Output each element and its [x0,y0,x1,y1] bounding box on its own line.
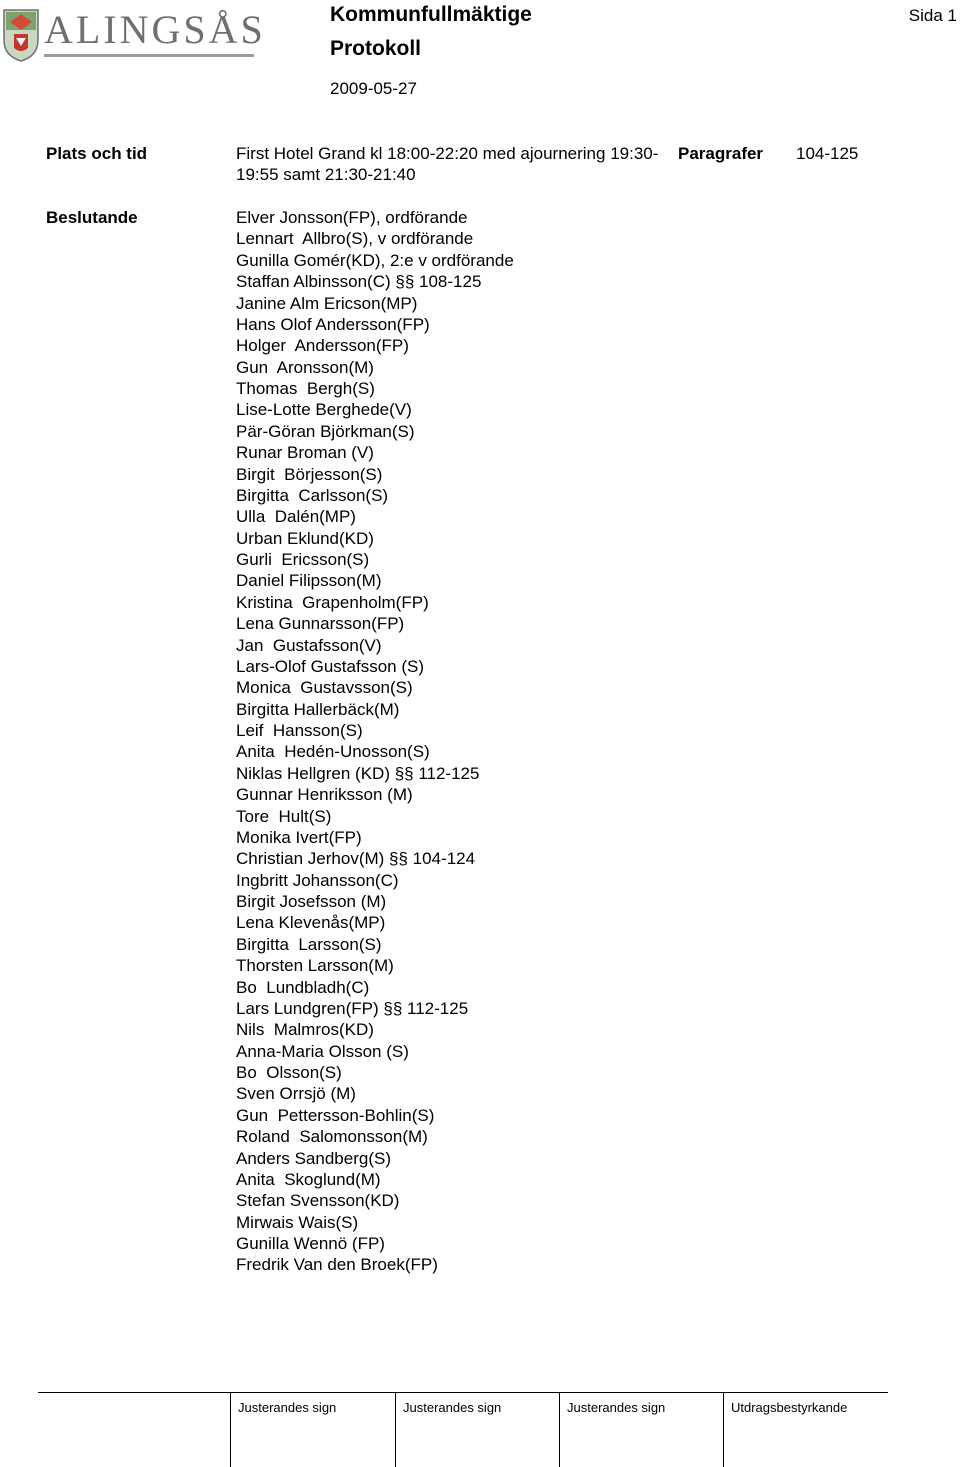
attendee-item: Gunilla Wennö (FP) [236,1234,385,1253]
attendee-item: Stefan Svensson(KD) [236,1191,400,1211]
attendee-item: Janine Alm Ericson(MP) [236,293,418,313]
attendee-item: Nils Malmros(KD) [236,1020,374,1040]
attendee-item: Niklas Hellgren (KD) §§ 112-125 [236,763,480,783]
attendee-item: Holger Andersson(FP) [236,336,409,356]
plats-label: Plats och tid [46,144,148,163]
attendee-item: Thomas Bergh(S) [236,379,375,398]
paragrafer-value: 104-125 [796,144,859,163]
signature-cell-2: Justerandes sign [403,1400,502,1415]
signature-cell-3: Justerandes sign [567,1400,666,1415]
attendee-item: Elver Jonsson(FP), ordförande [236,208,468,227]
attendee-item: Lise-Lotte Berghede(V) [236,400,412,420]
footer-divider [230,1392,231,1467]
attendee-item: Thorsten Larsson(M) [236,956,394,976]
paragrafer-label: Paragrafer [678,144,764,163]
attendee-item: Birgitta Larsson(S) [236,934,382,954]
attendee-item: Gun Pettersson-Bohlin(S) [236,1105,435,1125]
attendee-item: Runar Broman (V) [236,443,374,463]
attendee-item: Tore Hult(S) [236,806,332,826]
attendee-item: Christian Jerhov(M) §§ 104-124 [236,849,476,869]
alingsas-logo [0,6,266,66]
page-number: Sida 1 [908,6,957,25]
footer-divider [723,1392,724,1467]
attendee-item: Fredrik Van den Broek(FP) [236,1255,438,1275]
beslutande-label: Beslutande [46,208,138,227]
attendee-item: Staffan Albinsson(C) §§ 108-125 [236,272,482,292]
attendee-item: Gunnar Henriksson (M) [236,785,413,805]
document-title: Kommunfullmäktige [330,3,532,26]
attendee-item: Jan Gustafsson(V) [236,635,382,655]
attendee-item: Anders Sandberg(S) [236,1148,391,1168]
attendee-item: Anna-Maria Olsson (S) [236,1041,409,1061]
attendee-item: Daniel Filipsson(M) [236,571,382,591]
attendee-item: Roland Salomonsson(M) [236,1127,428,1147]
attendee-item: Monika Ivert(FP) [236,827,362,847]
footer-divider [559,1392,560,1467]
attendee-item: Mirwais Wais(S) [236,1212,359,1232]
attendee-item: Birgitta Carlsson(S) [236,485,389,505]
attendee-item: Anita Hedén-Unosson(S) [236,742,430,762]
attendee-item: Gurli Ericsson(S) [236,550,370,569]
attendee-item: Birgit Börjesson(S) [236,464,383,484]
attendee-item: Gun Aronsson(M) [236,357,374,377]
certification-cell: Utdragsbestyrkande [731,1400,848,1415]
footer-divider [395,1392,396,1467]
attendee-item: Pär-Göran Björkman(S) [236,421,415,441]
plats-value: First Hotel Grand kl 18:00-22:20 med ajournering 19:30-19:55 samt 21:30-21:40 [236,144,659,184]
meeting-date: 2009-05-27 [330,79,417,98]
document-subtitle: Protokoll [330,37,422,60]
attendee-item: Lennart Allbro(S), v ordförande [236,229,474,249]
attendee-item: Bo Olsson(S) [236,1063,342,1082]
attendee-list [236,207,514,1276]
attendee-item: Sven Orrsjö (M) [236,1084,356,1104]
attendee-item: Hans Olof Andersson(FP) [236,314,430,334]
attendee-item: Urban Eklund(KD) [236,528,374,548]
attendee-item: Birgitta Hallerbäck(M) [236,699,400,719]
attendee-item: Monica Gustavsson(S) [236,678,413,698]
attendee-item: Ingbritt Johansson(C) [236,870,399,890]
attendee-item: Lars Lundgren(FP) §§ 112-125 [236,998,469,1018]
attendee-item: Ulla Dalén(MP) [236,507,356,527]
attendee-item: Kristina Grapenholm(FP) [236,592,429,612]
attendee-item: Bo Lundbladh(C) [236,977,370,997]
attendee-item: Leif Hansson(S) [236,721,363,740]
signature-cell-1: Justerandes sign [238,1400,337,1415]
attendee-item: Lena Klevenås(MP) [236,913,386,933]
footer-rule [38,1392,888,1393]
attendee-item: Anita Skoglund(M) [236,1169,381,1189]
logo-underline [44,54,254,57]
attendee-item: Birgit Josefsson (M) [236,892,387,911]
coat-of-arms-icon [2,8,40,62]
attendee-item: Gunilla Gomér(KD), 2:e v ordförande [236,250,514,270]
attendee-item: Lena Gunnarsson(FP) [236,614,405,634]
attendee-item: Lars-Olof Gustafsson (S) [236,656,425,676]
logo-wordmark: ALINGSÅS [44,7,266,52]
